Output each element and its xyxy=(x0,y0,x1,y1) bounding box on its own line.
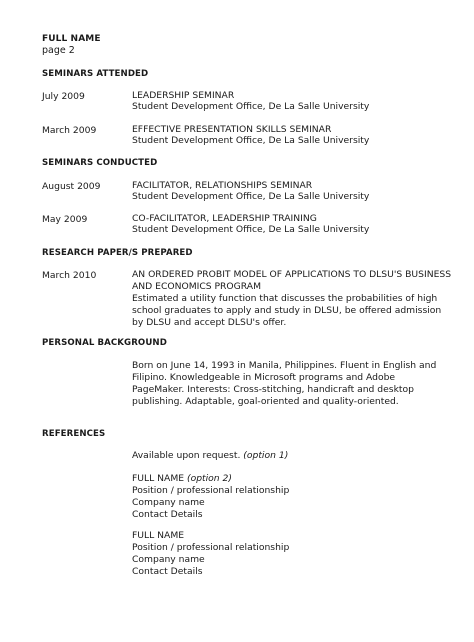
section-title-personal-background: PERSONAL BACKGROUND xyxy=(42,338,167,348)
reference-name: FULL NAME xyxy=(132,530,185,541)
page-number: page 2 xyxy=(42,45,75,56)
entry-org: Student Development Office, De La Salle University xyxy=(132,135,370,146)
reference-name: FULL NAME xyxy=(132,473,185,484)
reference-position: Position / professional relationship xyxy=(132,542,290,553)
section-title-references: REFERENCES xyxy=(42,429,106,439)
reference-1-name xyxy=(132,473,232,485)
section-title-research: RESEARCH PAPER/S PREPARED xyxy=(42,248,193,258)
research-line: AN ORDERED PROBIT MODEL OF APPLICATIONS TO DLSU'S BUSINESS xyxy=(132,269,452,280)
personal-line: Filipino. Knowledgeable in Microsoft programs and Adobe xyxy=(132,372,396,383)
research-line: Estimated a utility function that discusses the probabilities of high xyxy=(132,293,438,304)
entry-date: July 2009 xyxy=(42,91,85,102)
reference-contact: Contact Details xyxy=(132,509,203,520)
entry-date: August 2009 xyxy=(42,181,101,192)
personal-line: PageMaker. Interests: Cross-stitching, handicraft and desktop xyxy=(132,384,414,395)
entry-date: May 2009 xyxy=(42,214,88,225)
reference-company: Company name xyxy=(132,497,205,508)
references-available xyxy=(132,450,288,462)
header-name: FULL NAME xyxy=(42,34,101,44)
section-title-seminars-attended: SEMINARS ATTENDED xyxy=(42,69,149,79)
reference-company: Company name xyxy=(132,554,205,565)
references-available-text: Available upon request. xyxy=(132,450,241,461)
entry-date: March 2010 xyxy=(42,270,97,281)
research-line: school graduates to apply and study in DLSU, be offered admission xyxy=(132,305,442,316)
entry-title: CO-FACILITATOR, LEADERSHIP TRAINING xyxy=(132,213,317,224)
entry-date: March 2009 xyxy=(42,125,97,136)
reference-contact: Contact Details xyxy=(132,566,203,577)
reference-option-2: (option 2) xyxy=(186,473,232,484)
entry-title: EFFECTIVE PRESENTATION SKILLS SEMINAR xyxy=(132,124,332,135)
personal-line: Born on June 14, 1993 in Manila, Philippines. Fluent in English and xyxy=(132,360,437,371)
research-line: by DLSU and accept DLSU's offer. xyxy=(132,317,287,328)
entry-title: FACILITATOR, RELATIONSHIPS SEMINAR xyxy=(132,180,313,191)
research-line: AND ECONOMICS PROGRAM xyxy=(132,281,262,292)
section-title-seminars-conducted: SEMINARS CONDUCTED xyxy=(42,158,158,168)
references-option-1: (option 1) xyxy=(243,450,289,461)
entry-title: LEADERSHIP SEMINAR xyxy=(132,90,235,101)
reference-position: Position / professional relationship xyxy=(132,485,290,496)
entry-org: Student Development Office, De La Salle University xyxy=(132,191,370,202)
personal-line: publishing. Adaptable, goal-oriented and quality-oriented. xyxy=(132,396,399,407)
entry-org: Student Development Office, De La Salle University xyxy=(132,224,370,235)
entry-org: Student Development Office, De La Salle University xyxy=(132,101,370,112)
